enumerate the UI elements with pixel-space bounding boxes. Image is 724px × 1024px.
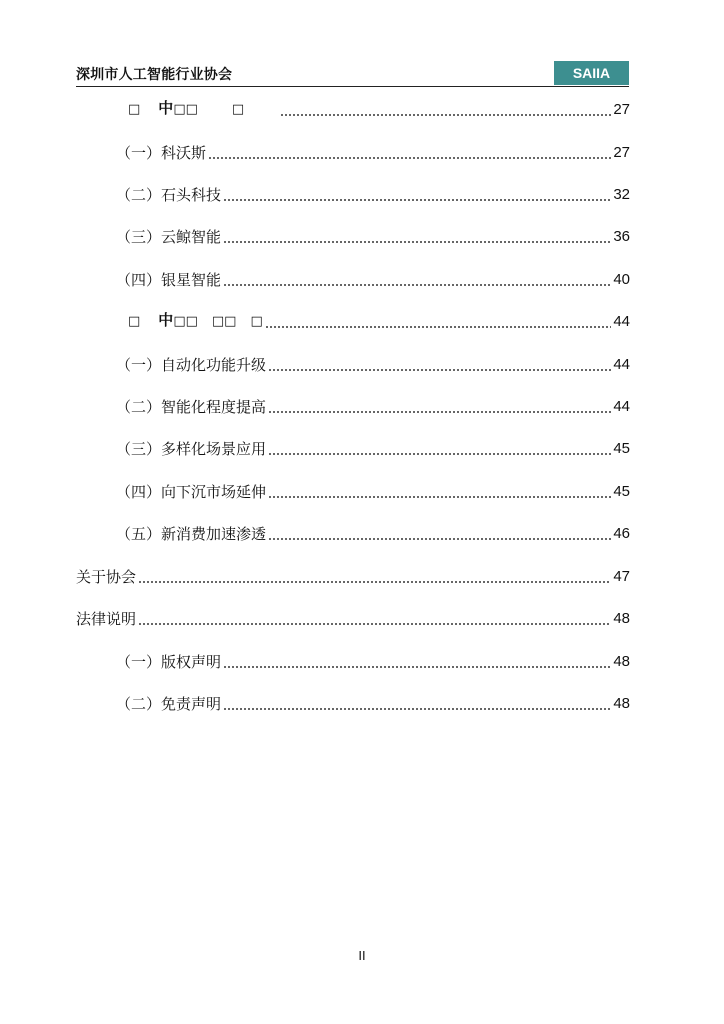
toc-label: （四）向下沉市场延伸 — [116, 483, 267, 501]
toc-label: （四）银星智能 — [116, 271, 222, 289]
toc-entry[interactable] — [116, 143, 630, 163]
toc-leader — [138, 623, 611, 625]
toc-leader — [280, 114, 611, 116]
toc-entry[interactable] — [116, 397, 630, 417]
header-badge: SAIIA — [554, 61, 629, 85]
toc-page-number: 48 — [613, 653, 630, 670]
toc-label: （二）石头科技 — [116, 186, 222, 204]
toc-label: （三）云鲸智能 — [116, 228, 222, 246]
toc-leader — [208, 157, 611, 159]
toc-page-number: 36 — [613, 228, 630, 245]
toc-label: （一）自动化功能升级 — [116, 356, 267, 374]
toc-leader — [268, 496, 611, 498]
toc-entry[interactable] — [116, 185, 630, 205]
toc-entry[interactable] — [116, 652, 630, 672]
header-title: 深圳市人工智能行业协会 — [76, 67, 233, 83]
toc-page-number: 44 — [613, 356, 630, 373]
toc-entry[interactable] — [116, 270, 630, 290]
toc-entry[interactable] — [116, 524, 630, 544]
toc-page-number: 47 — [613, 568, 630, 585]
toc-leader — [268, 538, 611, 540]
toc-label: （三）多样化场景应用 — [116, 440, 267, 458]
toc-entry[interactable] — [128, 100, 630, 120]
toc-entry[interactable] — [128, 312, 630, 332]
toc-label: （一）版权声明 — [116, 653, 222, 671]
toc-label: （二）智能化程度提高 — [116, 398, 267, 416]
toc-page-number: 40 — [613, 271, 630, 288]
toc-leader — [223, 199, 611, 201]
toc-leader — [265, 326, 612, 328]
toc-page-number: 44 — [613, 313, 630, 330]
toc-label: 法律说明 — [76, 610, 137, 628]
toc-leader — [223, 666, 611, 668]
toc-page-number: 32 — [613, 186, 630, 203]
toc-page-number: 45 — [613, 440, 630, 457]
toc-label: （一）科沃斯 — [116, 144, 207, 162]
page-number: II — [358, 948, 366, 963]
toc-leader — [268, 453, 611, 455]
toc-entry[interactable] — [116, 694, 630, 714]
toc-page-number: 48 — [613, 610, 630, 627]
toc-entry[interactable] — [76, 609, 630, 629]
toc-page-number: 48 — [613, 695, 630, 712]
toc-page-number: 45 — [613, 483, 630, 500]
page-header — [76, 60, 629, 87]
toc-page-number: 46 — [613, 525, 630, 542]
toc-label: □ 中□□ □□ □ — [128, 311, 263, 329]
toc-label: （二）免责声明 — [116, 695, 222, 713]
toc-page-number: 27 — [613, 101, 630, 118]
toc-leader — [268, 369, 611, 371]
toc-leader — [223, 708, 611, 710]
toc-leader — [268, 411, 611, 413]
toc-leader — [138, 581, 611, 583]
toc-entry[interactable] — [116, 355, 630, 375]
toc-page-number: 27 — [613, 144, 630, 161]
toc-page-number: 44 — [613, 398, 630, 415]
toc-label: （五）新消费加速渗透 — [116, 525, 267, 543]
toc-entry[interactable] — [116, 439, 630, 459]
toc-leader — [223, 284, 611, 286]
toc-leader — [223, 241, 611, 243]
toc-label: □ 中□□ □ — [128, 99, 245, 117]
toc-entry[interactable] — [76, 567, 630, 587]
toc-entry[interactable] — [116, 227, 630, 247]
toc-label: 关于协会 — [76, 568, 137, 586]
toc-entry[interactable] — [116, 482, 630, 502]
